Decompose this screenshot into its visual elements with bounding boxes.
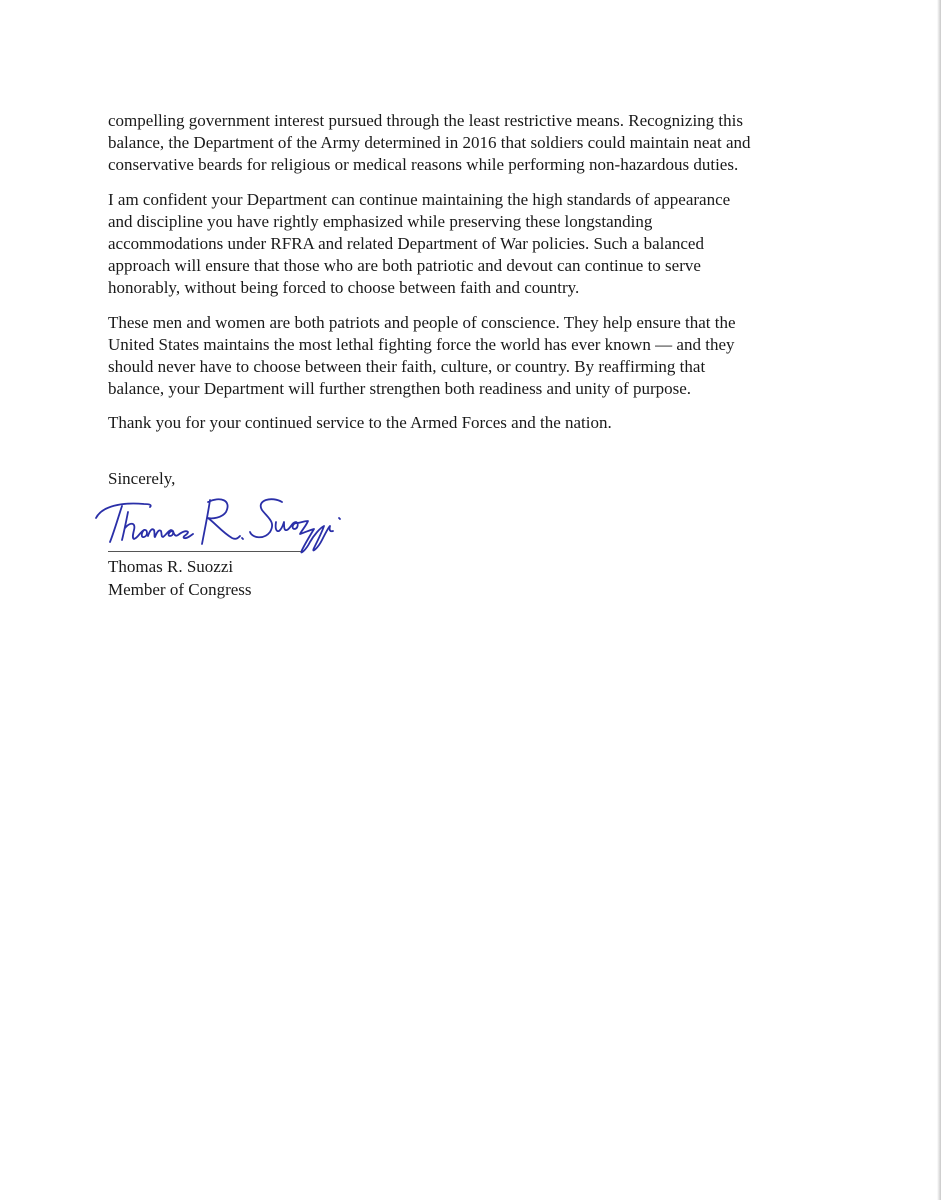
paragraph-line: compelling government interest pursued through the least restrictive means. Recognizing this xyxy=(108,111,743,130)
paragraph-line: United States maintains the most lethal fighting force the world has ever known — and they xyxy=(108,334,735,354)
paragraph-4 xyxy=(108,412,808,434)
page-edge-shadow xyxy=(937,0,941,1200)
paragraph-line: and discipline you have rightly emphasized while preserving these longstanding xyxy=(108,211,653,231)
signer-name: Thomas R. Suozzi xyxy=(108,557,234,576)
signature-stroke xyxy=(242,538,243,539)
paragraph-line: I am confident your Department can continue maintaining the high standards of appearance xyxy=(108,189,731,209)
paragraph-2 xyxy=(108,189,808,300)
paragraph-line: These men and women are both patriots and people of conscience. They help ensure that the xyxy=(108,312,736,332)
signature-stroke xyxy=(122,512,193,540)
paragraph-3 xyxy=(108,312,808,401)
paragraph-1 xyxy=(108,110,808,177)
signature-stroke xyxy=(276,521,333,552)
signer-title: Member of Congress xyxy=(108,579,252,599)
signature-stroke xyxy=(202,499,240,544)
paragraph-line: balance, the Department of the Army determined in 2016 that soldiers could maintain neat and xyxy=(108,133,751,153)
closing-salutation: Sincerely, xyxy=(108,469,176,488)
paragraph-line: conservative beards for religious or medical reasons while performing non-hazardous duties. xyxy=(108,155,739,175)
paragraph-line: Thank you for your continued service to the Armed Forces and the nation. xyxy=(108,413,612,433)
paragraph-line: honorably, without being forced to choose between faith and country. xyxy=(108,278,580,298)
letter-body xyxy=(108,110,808,447)
paragraph-line: accommodations under RFRA and related Department of War policies. Such a balanced xyxy=(108,234,704,254)
signature-block xyxy=(108,556,252,601)
signature-stroke xyxy=(110,506,122,542)
signature-line xyxy=(108,551,301,552)
paragraph-line: balance, your Department will further strengthen both readiness and unity of purpose. xyxy=(108,379,692,399)
handwritten-signature xyxy=(92,488,352,560)
signature-stroke xyxy=(96,504,151,518)
paragraph-line: should never have to choose between their faith, culture, or country. By reaffirming that xyxy=(108,357,706,377)
paragraph-line: approach will ensure that those who are both patriotic and devout can continue to serve xyxy=(108,256,701,276)
signature-stroke xyxy=(339,518,340,519)
